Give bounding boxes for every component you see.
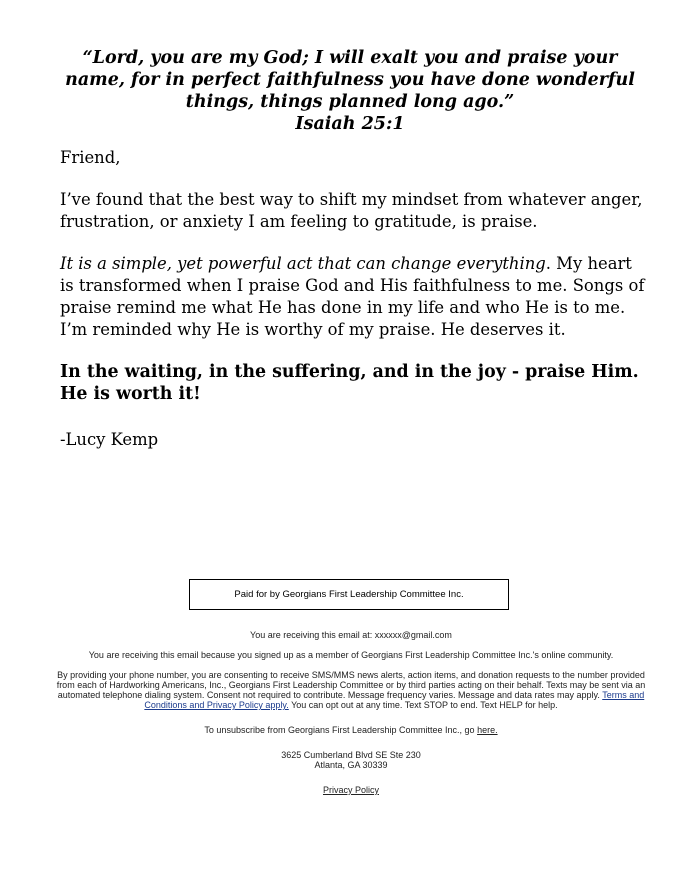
- letter-paragraph-2-italic: It is a simple, yet powerful act that can change everything: [60, 254, 546, 273]
- signup-notice: You are receiving this email because you signed up as a member of Georgians First Leadership Committee Inc.'s online community.: [88, 650, 614, 660]
- privacy-policy: [56, 785, 646, 795]
- email-footer: [56, 630, 646, 805]
- terms-privacy-link[interactable]: Terms and Conditions and Privacy Policy apply.: [144, 690, 645, 710]
- letter-emphasis: In the waiting, in the suffering, and in the joy - praise Him. He is worth it!: [60, 362, 639, 404]
- letter-body: [60, 147, 650, 471]
- mailing-address: [56, 750, 646, 770]
- scripture-quote-line-1: “Lord, you are my God; I will exalt you and praise your: [82, 48, 618, 68]
- scripture-reference: Isaiah 25:1: [295, 114, 405, 134]
- unsubscribe-text: To unsubscribe from Georgians First Leadership Committee Inc., go: [204, 725, 475, 735]
- sms-notice-text: By providing your phone number, you are consenting to receive SMS/MMS news alerts, action items, and donation requests to the number provided from each of Hardworking Americans, Inc., Georgians First Leadership Committee or by third parties acting on their behalf. Texts may be sent via an automated telephone dialing system. Consent not required to contribute. Message frequency varies. Message and data rates may apply.: [56, 670, 646, 700]
- scripture-quote-line-3: things, things planned long ago.”: [185, 92, 515, 112]
- receiving-email-notice: You are receiving this email at: xxxxxx@gmail.com: [250, 630, 452, 640]
- paid-for-disclaimer: Paid for by Georgians First Leadership Committee Inc.: [189, 579, 509, 610]
- letter-paragraph-2-rest: . My heart is transformed when I praise God and His faithfulness to me. Songs of praise remind me what He has done in my life and who He is to me. I’m reminded why He is worthy of my praise. He deserves it.: [60, 254, 645, 339]
- opt-out-text: You can opt out at any time. Text STOP to end. Text HELP for help.: [291, 700, 558, 710]
- sms-notice: [56, 670, 646, 710]
- letter-paragraph-2: [60, 253, 650, 341]
- privacy-policy-link[interactable]: Privacy Policy: [322, 785, 379, 795]
- letter-greeting: Friend,: [60, 148, 121, 167]
- address-line-1: 3625 Cumberland Blvd SE Ste 230: [281, 750, 421, 760]
- scripture-quote-line-2: name, for in perfect faithfulness you have done wonderful: [65, 70, 635, 90]
- scripture-quote: [60, 47, 640, 135]
- unsubscribe-link[interactable]: here.: [477, 725, 498, 735]
- letter-paragraph-1: I’ve found that the best way to shift my mindset from whatever anger, frustration, or anxiety I am feeling to gratitude, is praise.: [60, 190, 643, 231]
- letter-signature: -Lucy Kemp: [60, 430, 159, 449]
- address-line-2: Atlanta, GA 30339: [314, 760, 388, 770]
- unsubscribe-notice: [56, 725, 646, 735]
